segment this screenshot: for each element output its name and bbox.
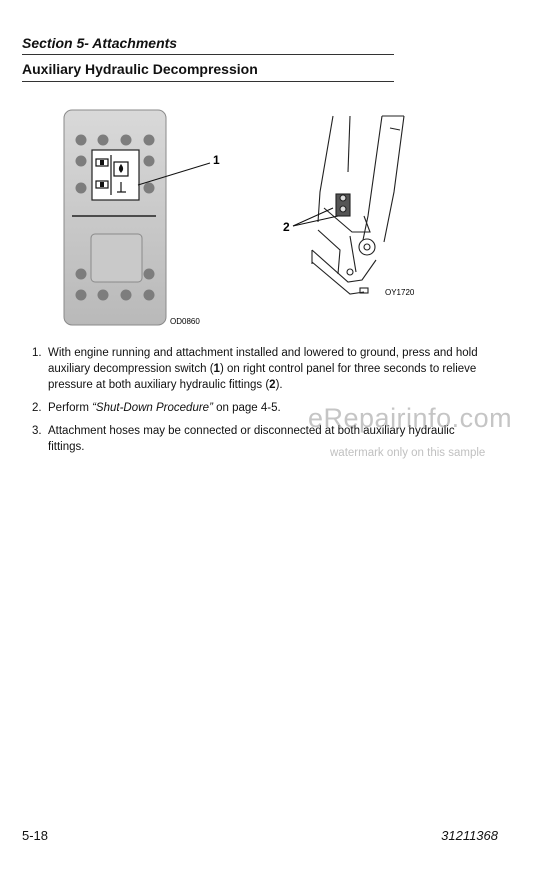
callout-2: 2: [283, 220, 290, 234]
step-number: 2.: [32, 402, 42, 414]
step-text: Attachment hoses may be connected or disconnected at both auxiliary hydraulic fittings.: [48, 425, 455, 453]
step-text: With engine running and attachment installed and lowered to ground, press and hold auxiliary decompression switch (1) on right control panel for three seconds to relieve pressure at both auxiliary hydraulic fittings (2).: [48, 347, 478, 391]
step-1: [32, 345, 492, 393]
watermark-note: watermark only on this sample: [330, 447, 486, 459]
step-text: Perform “Shut-Down Procedure” on page 4-5.: [48, 402, 281, 414]
hydraulic-fittings-figure: [278, 112, 438, 302]
figure-code-left: OD0860: [170, 317, 200, 326]
control-panel-figure: [60, 108, 230, 330]
page-number: 5-18: [22, 828, 49, 843]
step-number: 1.: [32, 347, 42, 359]
step-number: 3.: [32, 425, 42, 437]
section-header: Section 5- Attachments: [22, 35, 394, 55]
document-number: 31211368: [441, 828, 498, 843]
watermark: eRepairinfo.com: [308, 403, 513, 433]
page-title: Auxiliary Hydraulic Decompression: [22, 61, 394, 82]
callout-1: 1: [213, 153, 220, 167]
figure-code-right: OY1720: [385, 288, 415, 297]
procedure-reference: “Shut-Down Procedure”: [92, 402, 213, 414]
decompression-switch-icon: [92, 150, 139, 200]
